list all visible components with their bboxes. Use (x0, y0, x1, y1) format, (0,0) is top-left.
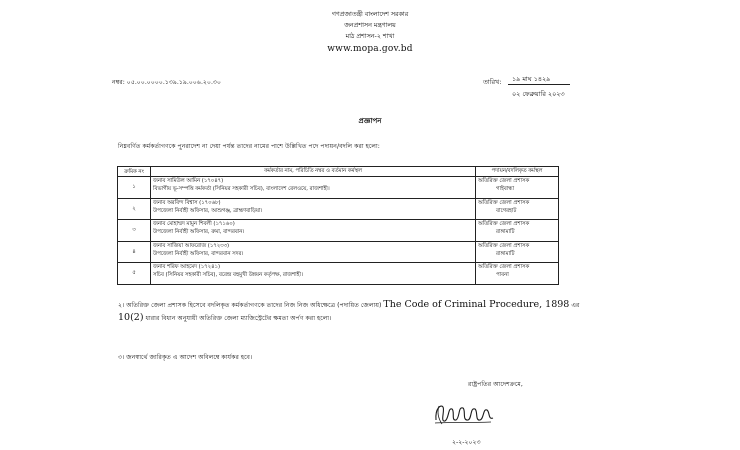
row-serial: ২ (118, 198, 151, 220)
officer-name: জনাব অরবিন্দ বিশ্বাস (১৭০৬৮) (153, 199, 221, 206)
paragraph-2 (118, 299, 588, 325)
table-row (118, 241, 559, 263)
header-serial: ক্রমিক নং (118, 167, 151, 177)
officer-name: জনাব মোহাম্মদ মামুন শিবলী (১৭১৬০) (153, 221, 235, 227)
row-officer (151, 177, 476, 199)
date-divider (508, 84, 570, 85)
paragraph-2-part2: এর (571, 302, 580, 309)
row-officer (151, 241, 476, 263)
table-row (118, 198, 559, 220)
law-section: 10(2) (118, 312, 144, 323)
row-posting (476, 198, 559, 220)
posting-title: অতিরিক্ত জেলা প্রশাসক (478, 221, 530, 227)
table-row (118, 263, 559, 285)
date-label: তারিখ: (483, 78, 502, 86)
row-posting (476, 241, 559, 263)
ministry-name: জনপ্রশাসন মন্ত্রণালয় (344, 22, 396, 29)
signature-date: ২-২-২০২৩ (452, 439, 481, 446)
document-title: প্রজ্ঞাপন (358, 117, 382, 125)
row-officer (151, 263, 476, 285)
header-officer: কর্মকর্তার নাম, পরিচিতি নম্বর ও বর্তমান কর্মস্থল (151, 167, 476, 177)
transfer-table (117, 166, 559, 285)
row-officer (151, 220, 476, 242)
row-posting (476, 177, 559, 199)
officer-name: জনাব সামিউল আমিন (১৭০৪৭) (153, 178, 224, 184)
paragraph-2-part3: ধারার বিধান অনুযায়ী অতিরিক্ত জেলা ম্যাজিস্ট্রেটের ক্ষমতা অর্পণ করা হলো। (145, 315, 332, 322)
signature-image (433, 398, 497, 428)
intro-text: নিম্নবর্ণিত কর্মকর্তাগণকে পুনরাদেশ না দেয়া পর্যন্ত তাদের নামের পাশে উল্লিখিত পদে পদায়ন/বদলি করা হলো: (118, 143, 380, 150)
officer-name: জনাব শরিফ আহমেদ (১৭২৪১) (153, 264, 221, 270)
table-header-row (118, 167, 559, 177)
paragraph-3: ৩। জনস্বার্থে জারিকৃত এ আদেশ অবিলম্বে কার্যকর হবে। (118, 354, 253, 361)
officer-current-post: উপজেলা নির্বাহী অফিসার, আশুগঞ্জ, ব্রাহ্মণবাড়িয়া। (153, 207, 263, 214)
paragraph-2-part1: ২। অতিরিক্ত জেলা প্রশাসক হিসেবে বদলিকৃত কর্মকর্তাগণকে তাদের নিজ নিজ অধিক্ষেত্রে (পদায়িত জেলায়) (118, 302, 382, 309)
website-link[interactable]: www.mopa.gov.bd (327, 44, 413, 54)
row-posting (476, 263, 559, 285)
row-serial: ১ (118, 177, 151, 199)
table-row (118, 177, 559, 199)
posting-district: গাইবান্ধা (496, 186, 514, 192)
posting-title: অতিরিক্ত জেলা প্রশাসক (478, 264, 530, 270)
officer-current-post: উপজেলা নির্বাহী অফিসার, বান্দরবান সদর। (153, 250, 244, 257)
order-line: রাষ্ট্রপতির আদেশক্রমে, (468, 381, 523, 388)
header-posting: পদায়ন/বদলিকৃত কর্মস্থল (476, 167, 559, 177)
posting-title: অতিরিক্ত জেলা প্রশাসক (478, 242, 530, 249)
row-serial: ৩ (118, 220, 151, 242)
table-row (118, 220, 559, 242)
law-name: The Code of Criminal Procedure, 1898 (383, 299, 570, 310)
row-serial: ৪ (118, 241, 151, 263)
govt-name: গণপ্রজাতন্ত্রী বাংলাদেশ সরকার (331, 11, 409, 18)
officer-current-post: উপজেলা নির্বাহী অফিসার, রুমা, বান্দরবান। (153, 229, 245, 235)
date-bangla: ১৯ মাঘ ১৪২৯ (512, 75, 551, 83)
date-gregorian: ০২ ফেব্রুয়ারি ২০২৩ (512, 90, 565, 98)
officer-current-post: বিভাগীয় ভূ-সম্পত্তি কর্মকর্তা (সিনিয়র সহকারী সচিব), বাংলাদেশ রেলওয়ে, রাজশাহী। (153, 186, 330, 192)
posting-title: অতিরিক্ত জেলা প্রশাসক (478, 199, 530, 206)
row-officer (151, 198, 476, 220)
posting-title: অতিরিক্ত জেলা প্রশাসক (478, 178, 530, 184)
posting-district: রাঙ্গামাটি (496, 229, 515, 235)
posting-district: রাঙ্গামাটি (496, 250, 515, 257)
row-posting (476, 220, 559, 242)
officer-name: জনাব সাজিয়া আফরোজ (১৭২৩৩) (153, 242, 230, 249)
posting-district: পাবনা (496, 272, 509, 278)
section-name: মাঠ প্রশাসন-২ শাখা (345, 33, 395, 40)
row-serial: ৫ (118, 263, 151, 285)
memo-number: নম্বর: ০৫.০০.০০০০.১৩৯.১৯.০০৬.২০.৩০ (112, 79, 221, 86)
posting-district: বাগেরহাট (496, 207, 517, 214)
officer-current-post: সচিব (সিনিয়র সহকারী সচিব), বরেন্দ্র বহুমুখী উন্নয়ন কর্তৃপক্ষ, রাজশাহী। (153, 272, 303, 278)
